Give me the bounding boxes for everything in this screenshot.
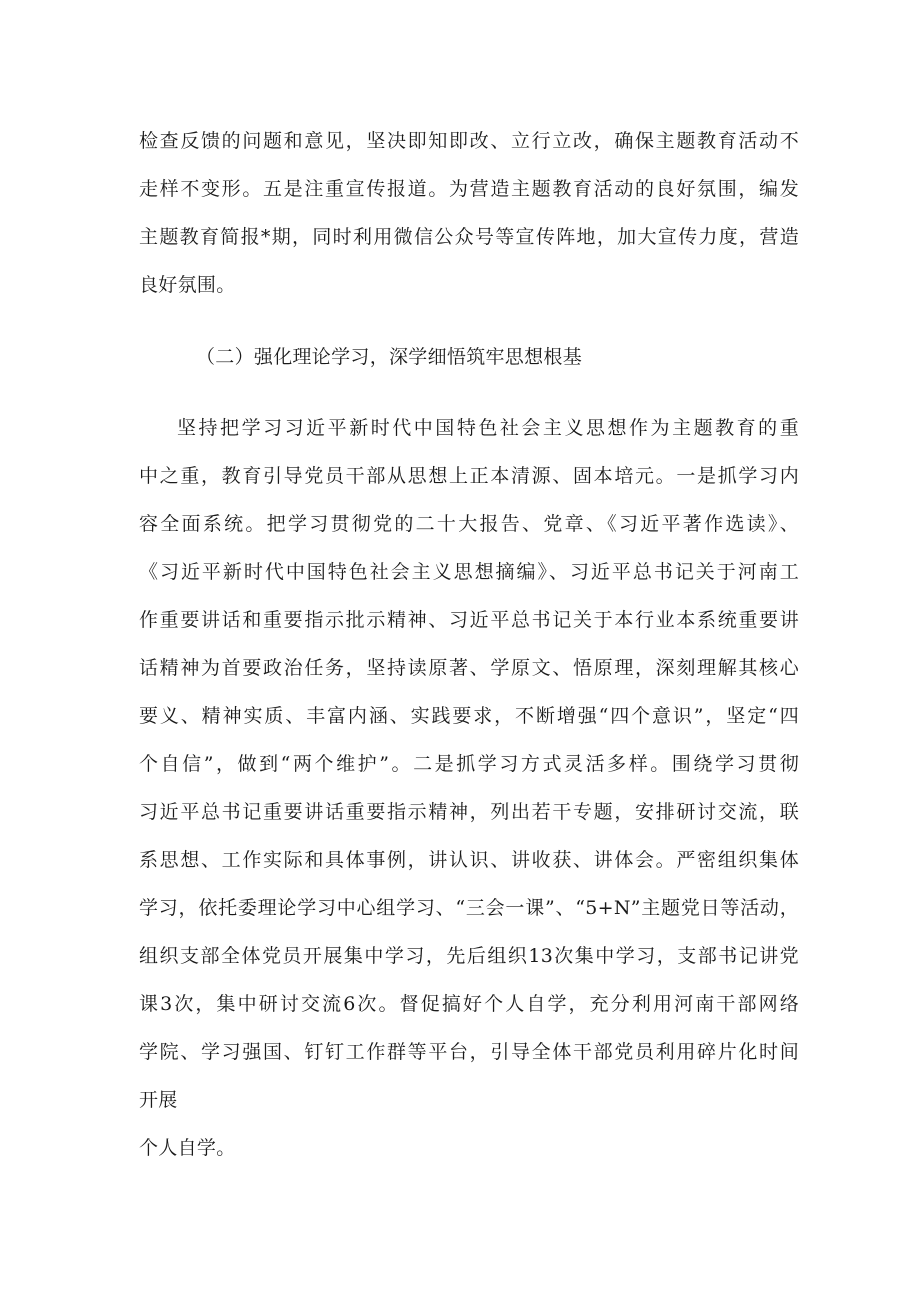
paragraph-2-line-1: 坚持把学习习近平新时代中国特色社会主义思想作为主题教育的重 <box>177 417 799 439</box>
paragraph-2-line-11: 学习，依托委理论学习中心组学习、“三会一课”、“5+N”主题党日等活动， <box>139 897 799 919</box>
paragraph-2-line-13: 课3次，集中研讨交流6次。督促搞好个人自学，充分利用河南干部网络 <box>139 993 799 1015</box>
paragraph-2-line-6: 话精神为首要政治任务，坚持读原著、学原文、悟原理，深刻理解其核心 <box>139 657 799 679</box>
paragraph-1-line-3: 主题教育简报*期，同时利用微信公众号等宣传阵地，加大宣传力度，营造 <box>139 226 799 248</box>
paragraph-2-line-8: 个自信”，做到“两个维护”。二是抓学习方式灵活多样。围绕学习贯彻 <box>139 753 799 775</box>
paragraph-2-line-2: 中之重，教育引导党员干部从思想上正本清源、固本培元。一是抓学习内 <box>139 465 799 487</box>
paragraph-2-line-10: 系思想、工作实际和具体事例，讲认识、讲收获、讲体会。严密组织集体 <box>139 849 799 871</box>
paragraph-2-line-7: 要义、精神实质、丰富内涵、实践要求，不断增强“四个意识”，坚定“四 <box>139 705 799 727</box>
paragraph-2-line-14: 学院、学习强国、钉钉工作群等平台，引导全体干部党员利用碎片化时间 <box>139 1041 799 1063</box>
paragraph-2-line-16: 个人自学。 <box>139 1137 236 1159</box>
paragraph-2-line-3: 容全面系统。把学习贯彻党的二十大报告、党章、《习近平著作选读》、 <box>139 513 799 535</box>
paragraph-2-line-9: 习近平总书记重要讲话重要指示精神，列出若干专题，安排研讨交流，联 <box>139 801 799 823</box>
paragraph-2-line-15: 开展 <box>139 1089 178 1111</box>
paragraph-1-line-4: 良好氛围。 <box>139 274 236 296</box>
paragraph-1-line-2: 走样不变形。五是注重宣传报道。为营造主题教育活动的良好氛围，编发 <box>139 178 799 200</box>
paragraph-1-line-1: 检查反馈的问题和意见，坚决即知即改、立行立改，确保主题教育活动不 <box>139 130 799 152</box>
paragraph-2-line-5: 作重要讲话和重要指示批示精神、习近平总书记关于本行业本系统重要讲 <box>139 609 799 631</box>
paragraph-2-line-4: 《习近平新时代中国特色社会主义思想摘编》、习近平总书记关于河南工 <box>139 561 799 583</box>
paragraph-2-line-12: 组织支部全体党员开展集中学习，先后组织13次集中学习，支部书记讲党 <box>139 945 799 967</box>
section-heading: （二）强化理论学习，深学细悟筑牢思想根基 <box>196 346 583 368</box>
